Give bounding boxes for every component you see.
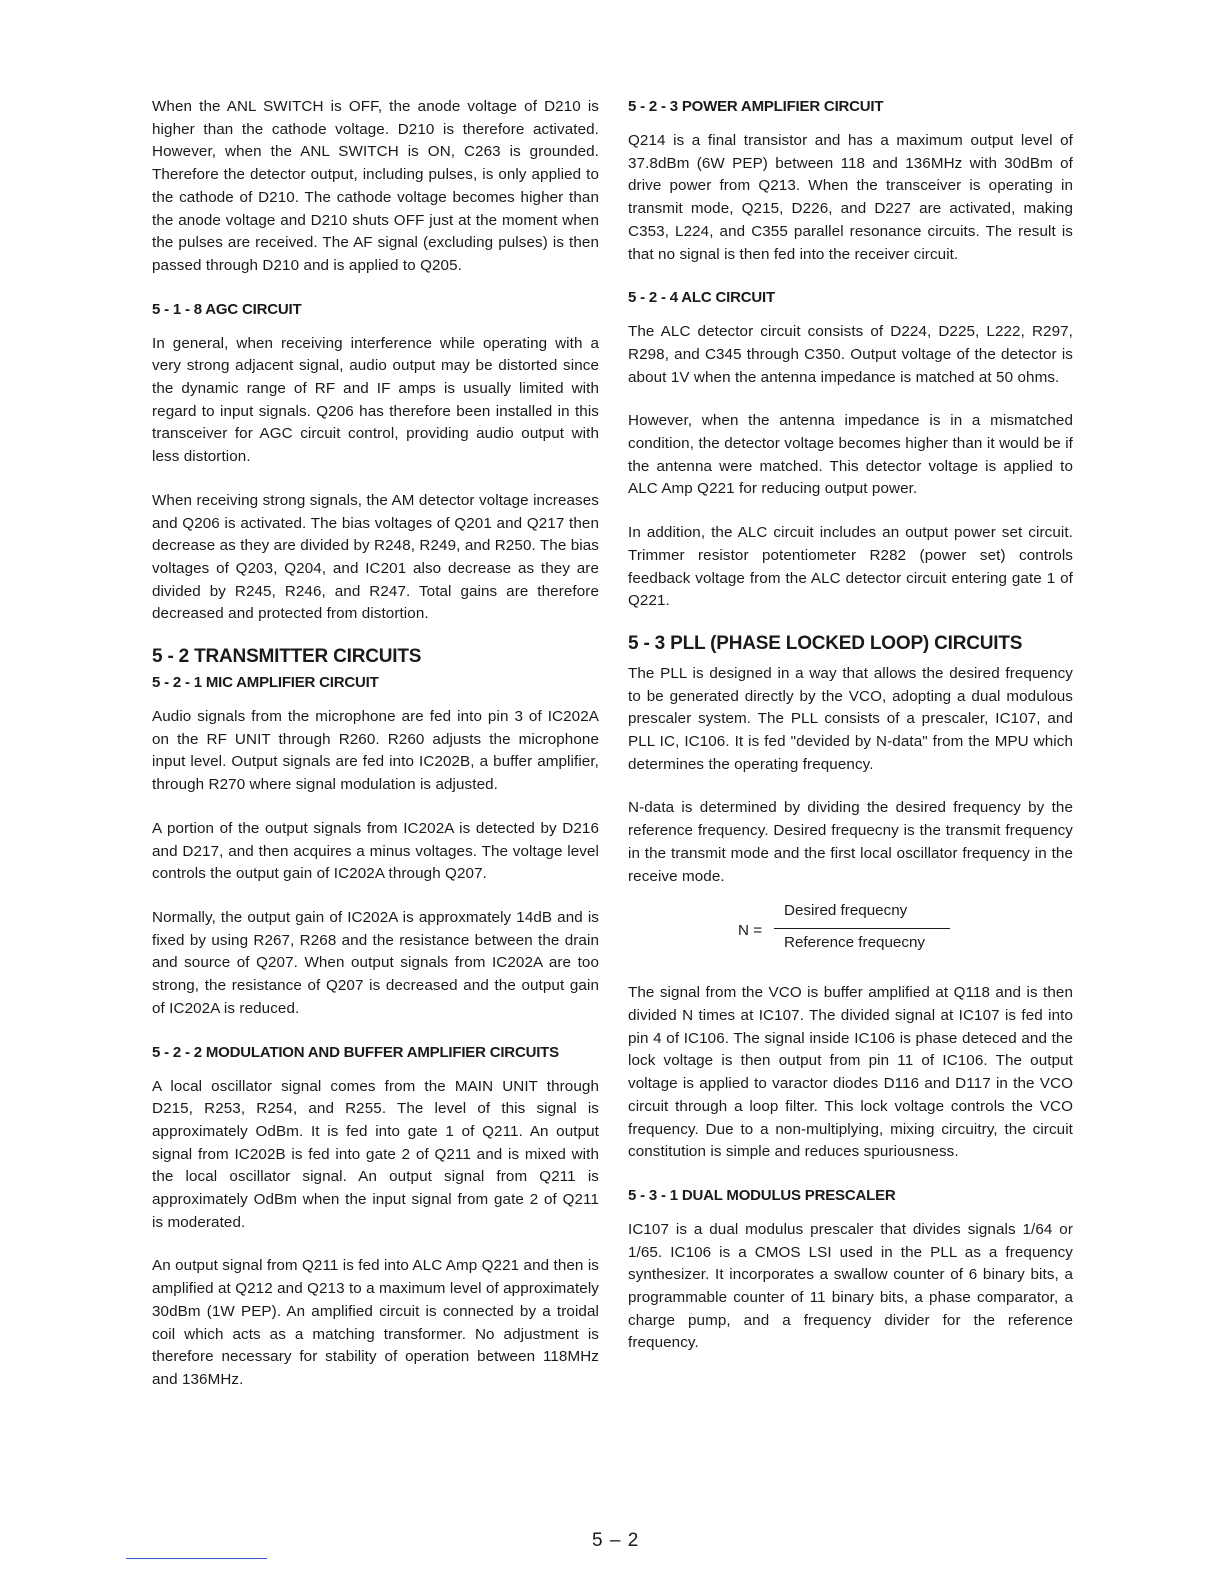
transmitter-heading: 5 - 2 TRANSMITTER CIRCUITS [152, 646, 422, 668]
agc-paragraph-1: In general, when receiving interference while operating with a very strong adjacent signal, audio output may be distorted since the dynamic range of RF and IF amps is usually limited with regard to input signals. Q206 has therefore been installed in this transceiver for AGC circuit control, providing audio output with less distortion. [152, 334, 599, 466]
left-column [152, 96, 599, 1392]
formula-lhs: N = [738, 922, 763, 940]
power-amplifier-paragraph: Q214 is a final transistor and has a maximum output level of 37.8dBm (6W PEP) between 118 and 136MHz with 30dBm of drive power from Q213. When the transceiver is operating in transmit mode, Q215, D226, and D227 are activated, making C353, L224, and C355 parallel resonance circuits. The result is that no signal is then fed into the receiver circuit. [628, 132, 1073, 263]
right-column [628, 96, 1073, 1355]
pll-paragraph-2: N-data is determined by dividing the desired frequency by the reference frequency. Desired frequecny is the transmit frequency in the transmit mode and the first local oscillator frequency in the receive mode. [628, 799, 1073, 885]
formula-denominator: Reference frequecny [784, 934, 925, 952]
alc-paragraph-1: The ALC detector circuit consists of D224, D225, L222, R297, R298, and C345 through C350. Output voltage of the detector is about 1V when the antenna impedance is matched at 50 ohms. [628, 323, 1073, 386]
anl-paragraph: When the ANL SWITCH is OFF, the anode voltage of D210 is higher than the cathode voltage. D210 is therefore activated. However, when the ANL SWITCH is ON, C263 is grounded. Therefore the detector output, including pulses, is only applied to the cathode of D210. The cathode voltage becomes higher than the anode voltage and D210 shuts OFF just at the moment when the pulses are received. The AF signal (excluding pulses) is then passed through D210 and is applied to Q205. [152, 98, 599, 274]
modulation-paragraph-2: An output signal from Q211 is fed into ALC Amp Q221 and then is amplified at Q212 and Q213 to a maximum level of approximately 30dBm (1W PEP). An amplified circuit is connected by a troidal coil which acts as a matching transformer. No adjustment is therefore necessary for stability of operation between 118MHz and 136MHz. [152, 1257, 599, 1388]
prescaler-heading: 5 - 3 - 1 DUAL MODULUS PRESCALER [628, 1186, 896, 1204]
n-formula [628, 902, 1073, 966]
prescaler-paragraph: IC107 is a dual modulus prescaler that divides signals 1/64 or 1/65. IC106 is a CMOS LSI used in the PLL as a frequency synthesizer. It incorporates a swallow counter of 6 binary bits, a programmable counter of 11 binary bits, a phase comparator, a charge pump, and a frequency divider for the reference frequency. [628, 1220, 1073, 1352]
page-number: 5 – 2 [592, 1530, 640, 1551]
footer-rule [126, 1558, 267, 1559]
formula-fraction-bar [774, 928, 950, 929]
modulation-paragraph-1: A local oscillator signal comes from the MAIN UNIT through D215, R253, R254, and R255. The level of this signal is approximately OdBm. It is fed into gate 1 of Q211. An output signal from IC202B is fed into gate 2 of Q211 and is mixed with the local oscillator signal. An output signal from Q211 is approximately OdBm when the input signal from gate 2 of Q211 is moderated. [152, 1077, 599, 1231]
mic-amplifier-heading: 5 - 2 - 1 MIC AMPLIFIER CIRCUIT [152, 674, 379, 692]
mic-paragraph-3: Normally, the output gain of IC202A is approxmately 14dB and is fixed by using R267, R268 and the resistance between the drain and source of Q207. When output signals from IC202A are too strong, the resistance of Q207 is decreased and the output gain of IC202A is reduced. [152, 908, 599, 1017]
agc-paragraph-2: When receiving strong signals, the AM detector voltage increases and Q206 is activated. The bias voltages of Q201 and Q217 then decrease as they are divided by R248, R249, and R250. The bias voltages of Q203, Q204, and IC201 also decrease as they are divided by R245, R246, and R247. Total gains are therefore decreased and protected from distortion. [152, 491, 599, 623]
pll-paragraph-3: The signal from the VCO is buffer amplified at Q118 and is then divided N times at IC107. The divided signal at IC107 is fed into pin 4 of IC106. The signal inside IC106 is phase deteced and the lock voltage is then output from pin 11 of IC106. The output voltage is applied to varactor diodes D116 and D117 in the VCO circuit through a loop filter. This lock voltage controls the VCO frequency. Due to a non-multiplying, mixing circuitry, the circuit constitution is simple and reduces spuriousness. [628, 984, 1073, 1161]
power-amplifier-heading: 5 - 2 - 3 POWER AMPLIFIER CIRCUIT [628, 98, 884, 115]
modulation-heading: 5 - 2 - 2 MODULATION AND BUFFER AMPLIFIER CIRCUITS [152, 1043, 559, 1061]
alc-paragraph-2: However, when the antenna impedance is in a mismatched condition, the detector voltage becomes higher than it would be if the antenna were matched. This detector voltage is applied to ALC Amp Q221 for reducing output power. [628, 412, 1073, 498]
pll-paragraph-1: The PLL is designed in a way that allows the desired frequency to be generated directly by the VCO, adopting a dual modulous prescaler system. The PLL consists of a prescaler, IC107, and PLL IC, IC106. It is fed "devided by N-data" from the MPU which determines the operating frequency. [628, 664, 1073, 773]
alc-paragraph-3: In addition, the ALC circuit includes an output power set circuit. Trimmer resistor potentiometer R282 (power set) controls feedback voltage from the ALC detector circuit entering gate 1 of Q221. [628, 524, 1073, 610]
agc-heading: 5 - 1 - 8 AGC CIRCUIT [152, 300, 302, 318]
formula-numerator: Desired frequecny [784, 902, 908, 920]
mic-paragraph-2: A portion of the output signals from IC202A is detected by D216 and D217, and then acquires a minus voltages. The voltage level controls the output gain of IC202A through Q207. [152, 819, 599, 883]
alc-heading: 5 - 2 - 4 ALC CIRCUIT [628, 289, 775, 307]
pll-heading: 5 - 3 PLL (PHASE LOCKED LOOP) CIRCUITS [628, 632, 1023, 654]
mic-paragraph-1: Audio signals from the microphone are fed into pin 3 of IC202A on the RF UNIT through R260. R260 adjusts the microphone input level. Output signals are fed into IC202B, a buffer amplifier, through R270 where signal modulation is adjusted. [152, 708, 599, 794]
